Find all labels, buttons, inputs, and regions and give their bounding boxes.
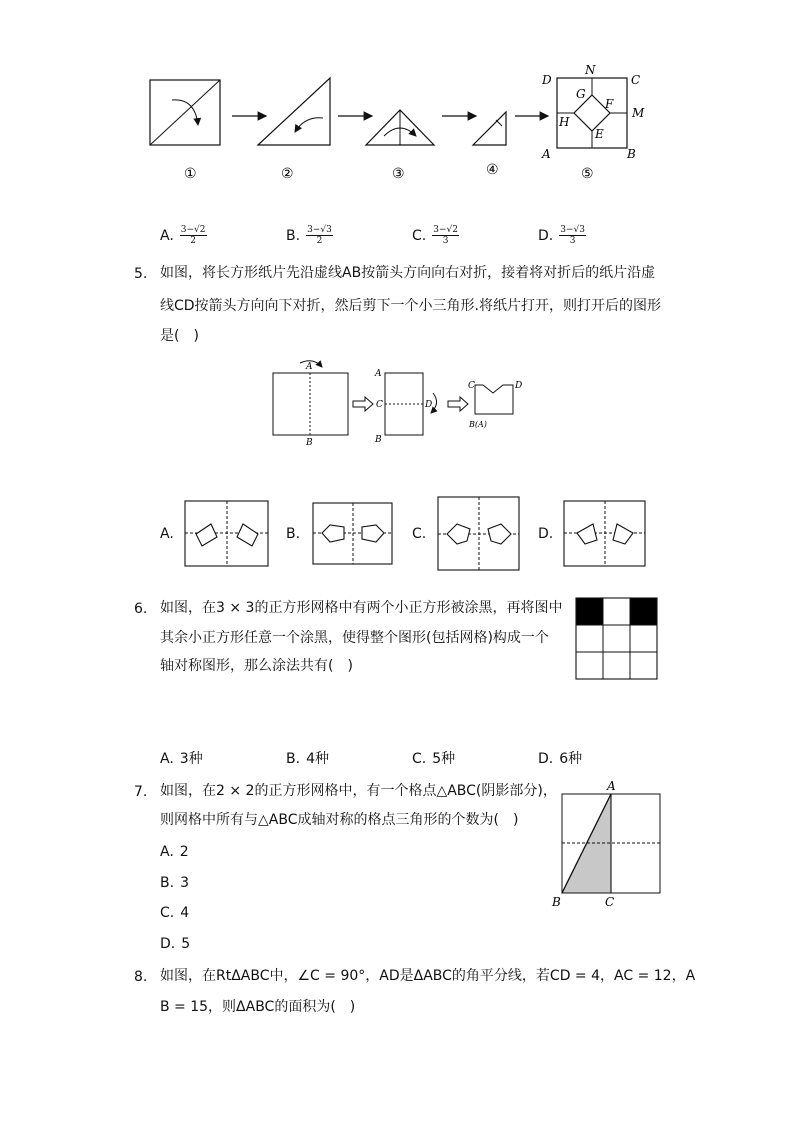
step-label-2: ②: [281, 166, 294, 182]
q5-label-C: C: [376, 400, 383, 410]
q5-option-d-figure[interactable]: [563, 500, 647, 568]
label-M: M: [632, 106, 645, 120]
q6-option-c[interactable]: C. 5种: [412, 751, 456, 767]
label-H: H: [559, 115, 570, 129]
step-label-5: ⑤: [581, 166, 594, 182]
q7-grid-figure: [548, 778, 666, 908]
q7-number: 7.: [134, 784, 148, 800]
q5-option-a-figure[interactable]: [184, 500, 270, 568]
step-label-3: ③: [392, 166, 405, 182]
q6-line2: 其余小正方形任意一个涂黑，使得整个图形(包括网格)构成一个: [160, 630, 549, 646]
step-label-1: ①: [184, 166, 197, 182]
q4-option-c[interactable]: C. $\frac{3-√2}{3}$: [412, 225, 458, 246]
q6-option-b[interactable]: B. 4种: [286, 751, 329, 767]
q6-number: 6.: [134, 601, 148, 617]
q7-option-a[interactable]: A. 2: [160, 844, 189, 860]
q4-option-a[interactable]: A. $\frac{3-√2}{2}$: [160, 225, 206, 246]
q6-black-cell-right: [630, 598, 657, 625]
q7-label-C: C: [605, 895, 615, 908]
label-B: B: [627, 147, 636, 161]
q8-number: 8.: [134, 969, 148, 985]
step5-square: [541, 63, 645, 161]
q4-folding-figure: [140, 60, 660, 190]
q6-option-d[interactable]: D. 6种: [538, 751, 583, 767]
q5-fold-figure: [265, 355, 535, 455]
q5-label-B2: B: [375, 435, 382, 445]
q5-label-D: D: [425, 400, 433, 410]
q4-option-d[interactable]: D. $\frac{3-√3}{3}$: [538, 225, 585, 246]
q7-label-A: A: [607, 779, 616, 793]
q5-number: 5.: [134, 266, 148, 282]
label-C: C: [631, 73, 641, 87]
q5-line3: 是( ): [160, 328, 199, 344]
q7-option-c[interactable]: C. 4: [160, 905, 190, 921]
step2-triangle: [258, 78, 330, 145]
q8-line1: 如图，在RtΔABC中，∠C = 90°，AD是ΔABC的角平分线，若CD = 4，AC = 12，A: [160, 968, 696, 984]
step1-square: [150, 80, 220, 145]
q5-label-A2: A: [375, 369, 382, 379]
q7-option-d[interactable]: D. 5: [160, 936, 191, 952]
q7-line2: 则网格中所有与△ABC成轴对称的格点三角形的个数为( ): [160, 812, 519, 828]
q5-label-C3: C: [468, 381, 475, 391]
q5-line1: 如图，将长方形纸片先沿虚线AB按箭头方向向右对折，接着将对折后的纸片沿虚: [160, 265, 656, 281]
label-E: E: [595, 127, 604, 141]
step3-triangle: [366, 110, 434, 145]
q6-line3: 轴对称图形，那么涂法共有( ): [160, 658, 353, 674]
q5-option-c-label[interactable]: C.: [412, 526, 427, 542]
label-G: G: [576, 87, 586, 101]
q5-option-c-figure[interactable]: [437, 496, 521, 572]
q7-line1: 如图，在2 × 2的正方形网格中，有一个格点△ABC(阴影部分)，: [160, 783, 557, 799]
q6-line1: 如图，在3 × 3的正方形网格中有两个小正方形被涂黑，再将图中: [160, 600, 563, 616]
q5-option-b-figure[interactable]: [312, 502, 394, 566]
q5-line2: 线CD按箭头方向向下对折，然后剪下一个小三角形.将纸片打开，则打开后的图形: [160, 298, 662, 314]
q8-line2: B = 15，则ΔABC的面积为( ): [160, 999, 356, 1015]
q5-option-d-label[interactable]: D.: [538, 526, 554, 542]
q7-label-B: B: [552, 895, 561, 908]
q5-label-B: B: [306, 438, 313, 448]
q5-label-A: A: [306, 362, 313, 372]
q7-option-b[interactable]: B. 3: [160, 875, 189, 891]
q6-grid: [575, 597, 659, 681]
q5-option-a-label[interactable]: A.: [160, 526, 174, 542]
label-D: D: [542, 73, 552, 87]
label-F: F: [605, 97, 614, 111]
q6-black-cell-left: [576, 598, 603, 625]
q5-option-b-label[interactable]: B.: [286, 526, 301, 542]
label-N: N: [585, 63, 596, 77]
q5-label-BA: B(A): [469, 420, 487, 429]
q5-label-D3: D: [515, 381, 523, 391]
q6-option-a[interactable]: A. 3种: [160, 751, 203, 767]
step4-triangle: [473, 112, 506, 145]
step-label-4: ④: [486, 162, 499, 178]
label-A: A: [542, 147, 551, 161]
q4-option-b[interactable]: B. $\frac{3-√3}{2}$: [286, 225, 332, 246]
